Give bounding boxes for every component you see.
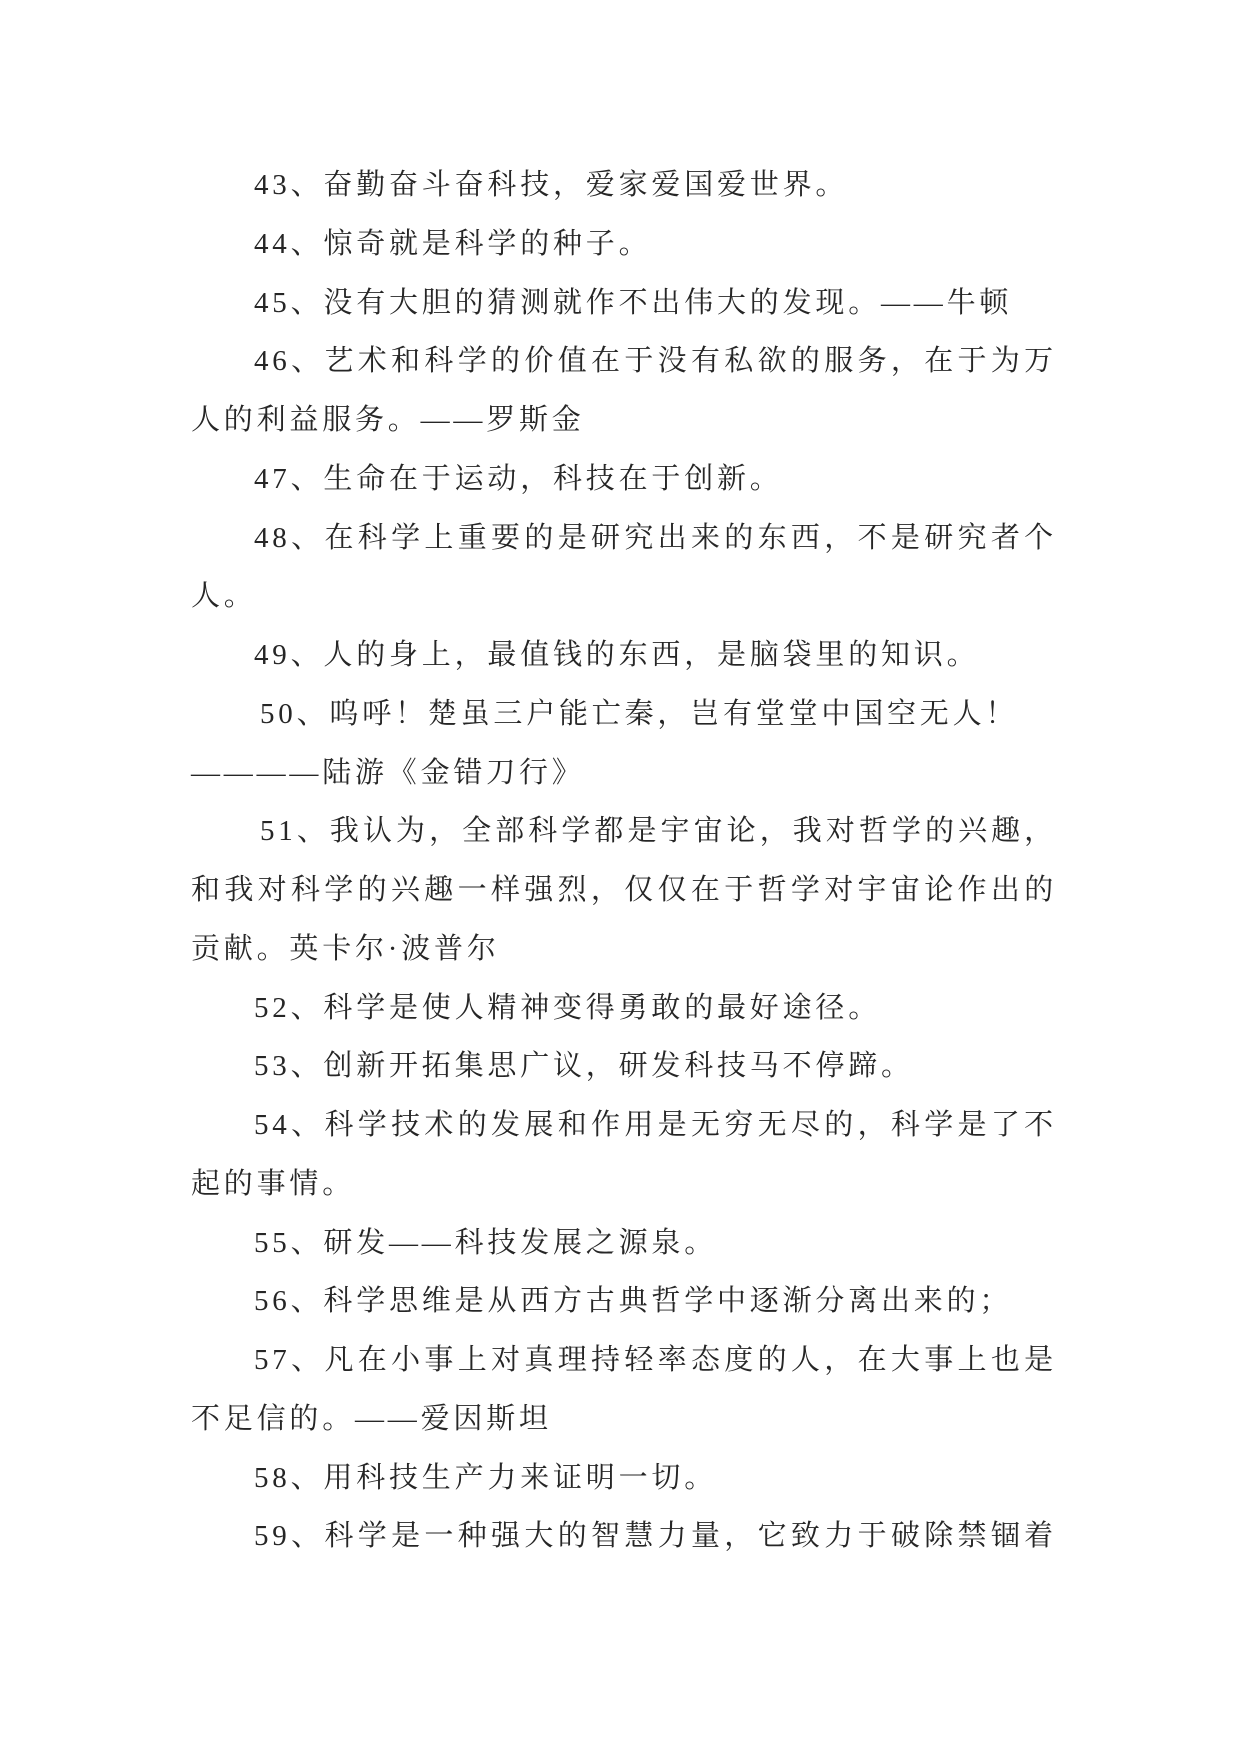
quote-item xyxy=(191,685,1057,803)
document-body xyxy=(191,156,1057,1566)
quote-text-line: 52、科学是使人精神变得勇敢的最好途径。 xyxy=(254,991,882,1024)
quote-text-line: 43、奋勤奋斗奋科技，爱家爱国爱世界。 xyxy=(254,169,849,201)
quote-text-line: 人。 xyxy=(191,580,257,613)
quote-text-line: 50、呜呼！楚虽三户能亡秦，岂有堂堂中国空无人！ xyxy=(260,697,1019,730)
quote-text-line: 56、科学思维是从西方古典哲学中逐渐分离出来的； xyxy=(254,1285,1013,1318)
quote-item xyxy=(191,509,1057,627)
quote-item xyxy=(191,274,1057,333)
quote-item xyxy=(191,450,1057,509)
quote-text-line: 51、我认为，全部科学都是宇宙论，我对哲学的兴趣， xyxy=(260,815,1057,848)
quote-text-line: 不足信的。——爱因斯坦 xyxy=(191,1402,552,1435)
quote-text-line: 59、科学是一种强大的智慧力量，它致力于破除禁锢着 xyxy=(254,1520,1057,1553)
quote-item xyxy=(191,1507,1057,1566)
quote-item xyxy=(191,215,1057,274)
quote-text-line: 贡献。英卡尔·波普尔 xyxy=(191,932,500,965)
quote-item xyxy=(191,626,1057,685)
quote-item xyxy=(191,1214,1057,1273)
quote-item xyxy=(191,1272,1057,1331)
quote-item xyxy=(191,1096,1057,1214)
quote-text-line: 47、生命在于运动，科技在于创新。 xyxy=(254,462,783,495)
quote-item xyxy=(191,979,1057,1038)
quote-text-line: 58、用科技生产力来证明一切。 xyxy=(254,1461,718,1494)
quote-text-line: 57、凡在小事上对真理持轻率态度的人，在大事上也是 xyxy=(254,1344,1057,1376)
quote-text-line: 44、惊奇就是科学的种子。 xyxy=(254,227,652,260)
quote-item xyxy=(191,802,1057,978)
quote-text-line: 49、人的身上，最值钱的东西，是脑袋里的知识。 xyxy=(254,639,980,671)
quote-item xyxy=(191,1449,1057,1508)
quote-text-line: 54、科学技术的发展和作用是无穷无尽的，科学是了不 xyxy=(254,1109,1057,1141)
quote-text-line: 48、在科学上重要的是研究出来的东西，不是研究者个 xyxy=(254,521,1057,554)
quote-text-line: 人的利益服务。——罗斯金 xyxy=(191,404,585,436)
quote-text-line: ————陆游《金错刀行》 xyxy=(191,756,585,789)
quote-text-line: 起的事情。 xyxy=(191,1167,356,1200)
quote-item xyxy=(191,1037,1057,1096)
quote-item xyxy=(191,332,1057,450)
quote-text-line: 46、艺术和科学的价值在于没有私欲的服务，在于为万 xyxy=(254,345,1057,378)
quote-text-line: 53、创新开拓集思广议，研发科技马不停蹄。 xyxy=(254,1050,914,1083)
quote-item xyxy=(191,156,1057,215)
quote-text-line: 45、没有大胆的猜测就作不出伟大的发现。——牛顿 xyxy=(254,286,1013,319)
quote-text-line: 55、研发——科技发展之源泉。 xyxy=(254,1226,718,1259)
quote-item xyxy=(191,1331,1057,1449)
quote-text-line: 和我对科学的兴趣一样强烈，仅仅在于哲学对宇宙论作出的 xyxy=(191,874,1057,906)
